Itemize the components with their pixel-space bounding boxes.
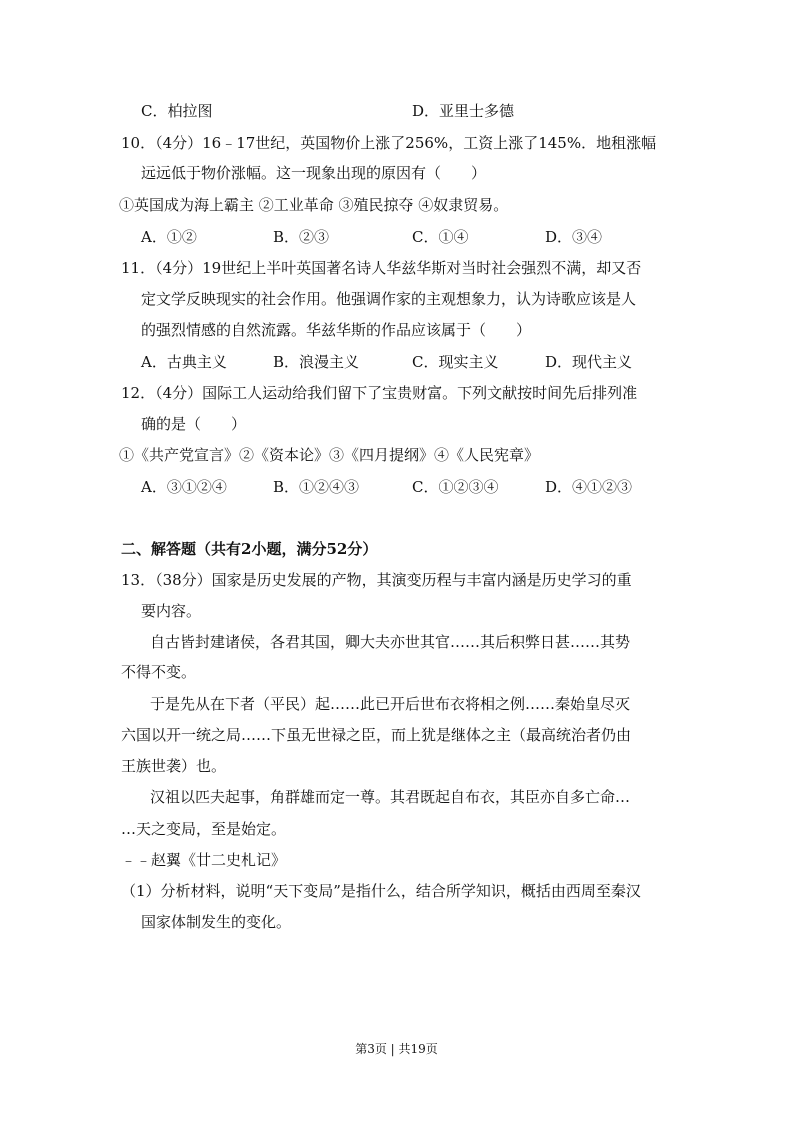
section-title: 二、解答题（共有2小题，满分52分）	[121, 540, 378, 558]
q10-option-c: C．①④	[412, 228, 469, 246]
q11-option-d: D．现代主义	[545, 353, 633, 371]
q13-stem-line1: 13．（38分）国家是历史发展的产物，其演变历程与丰富内涵是历史学习的重	[121, 571, 632, 589]
q13-material-p3-line1: 汉祖以匹夫起事，角群雄而定一尊。其君既起自布衣，其臣亦自多亡命…	[150, 788, 631, 806]
q10-items: ①英国成为海上霸主 ②工业革命 ③殖民掠夺 ④奴隶贸易。	[119, 196, 509, 214]
q11-option-b: B．浪漫主义	[273, 353, 360, 371]
q9-option-d: D．亚里士多德	[412, 102, 515, 120]
q12-items: ①《共产党宣言》②《资本论》③《四月提纲》④《人民宪章》	[119, 446, 540, 464]
q13-material-p1-line1: 自古皆封建诸侯，各君其国，卿大夫亦世其官……其后积弊日甚……其势	[150, 633, 631, 651]
q13-material-p2-line1: 于是先从在下者（平民）起……此已开后世布衣将相之例……秦始皇尽灭	[150, 695, 631, 713]
q13-material-p2-line2: 六国以开一统之局……下虽无世禄之臣，而上犹是继体之主（最高统治者仍由	[121, 726, 632, 744]
q11-option-a: A．古典主义	[141, 353, 227, 371]
q13-source: ﹣﹣赵翼《廿二史札记》	[121, 851, 287, 869]
q9-option-c: C．柏拉图	[141, 102, 213, 120]
q10-stem-line1: 10．（4分）16﹣17世纪，英国物价上涨了256%，工资上涨了145%．地租涨幅	[121, 134, 657, 152]
q10-option-a: A．①②	[141, 228, 197, 246]
q12-stem-line1: 12．（4分）国际工人运动给我们留下了宝贵财富。下列文献按时间先后排列准	[121, 384, 638, 402]
q11-stem-line1: 11．（4分）19世纪上半叶英国著名诗人华兹华斯对当时社会强烈不满，却又否	[121, 259, 642, 277]
q11-stem-line2: 定文学反映现实的社会作用。他强调作家的主观想象力，认为诗歌应该是人	[141, 290, 637, 308]
q10-option-b: B．②③	[273, 228, 330, 246]
q12-option-b: B．①②④③	[273, 478, 360, 496]
q12-option-c: C．①②③④	[412, 478, 499, 496]
q13-material-p2-line3: 王族世袭）也。	[121, 757, 227, 775]
q13-material-p3-line2: …天之变局，至是始定。	[121, 820, 287, 838]
q10-stem-line2: 远远低于物价涨幅。这一现象出现的原因有（ ）	[141, 164, 487, 182]
q13-stem-line2: 要内容。	[141, 602, 202, 620]
q11-stem-line3: 的强烈情感的自然流露。华兹华斯的作品应该属于（ ）	[141, 321, 532, 339]
q10-option-d: D．③④	[545, 228, 603, 246]
q13-subquestion-1-line1: （1）分析材料，说明“天下变局”是指什么，结合所学知识，概括由西周至秦汉	[121, 882, 641, 900]
q12-stem-line2: 确的是（ ）	[141, 415, 247, 433]
q13-subquestion-1-line2: 国家体制发生的变化。	[141, 913, 292, 931]
q11-option-c: C．现实主义	[412, 353, 499, 371]
q12-option-d: D．④①②③	[545, 478, 633, 496]
q13-material-p1-line2: 不得不变。	[121, 663, 197, 681]
q12-option-a: A．③①②④	[141, 478, 227, 496]
page-footer: 第3页 | 共19页	[355, 1042, 438, 1056]
